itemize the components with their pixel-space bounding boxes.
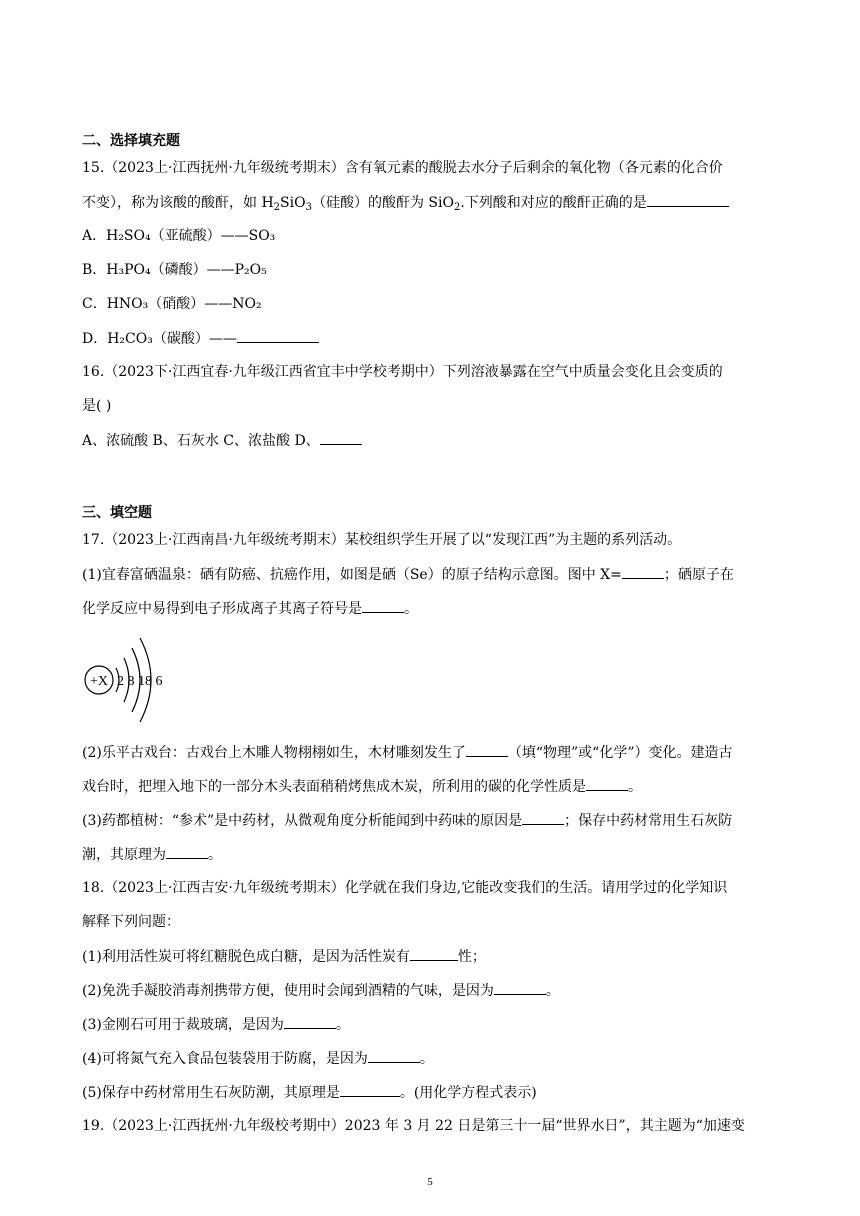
q18-part4: (4)可将氮气充入食品包装袋用于防腐，是因为 。	[82, 1048, 434, 1069]
q17-carbon-property-blank[interactable]	[586, 776, 628, 791]
q17-part2-line2: 戏台时，把埋入地下的一部分木头表面稍稍烤焦成木炭，所利用的碳的化学性质是 。	[82, 776, 642, 797]
q15-option-d: D．H₂CO₃（碳酸）——	[82, 328, 319, 349]
q18-part5-blank[interactable]	[340, 1082, 400, 1097]
q17-stem: 17.（2023上·江西南昌·九年级统考期末）某校组织学生开展了以“发现江西”为主题的系列活动。	[82, 532, 682, 548]
page-number: 5	[427, 1176, 433, 1188]
q17-part3-line1: (3)药都植树：“参术”是中药材，从微观角度分析能闻到中药味的原因是 ；保存中药材常用生石灰防	[82, 810, 732, 831]
q17-part1-line1: (1)宜春富硒温泉：硒有防癌、抗癌作用，如图是硒（Se）的原子结构示意图。图中 X= ；硒原子在	[82, 564, 734, 585]
q18-part2: (2)免洗手凝胶消毒剂携带方便，使用时会闻到酒精的气味，是因为 。	[82, 980, 560, 1001]
q17-part1-line2: 化学反应中易得到电子形成离子其离子符号是 。	[82, 598, 418, 619]
section-heading-choice-fill: 二、选择填充题	[82, 133, 180, 149]
shell-electron-counts: 2 8 18 6	[117, 674, 163, 689]
q15-stem-line2: 不变），称为该酸的酸酐，如 $H_2SiO_3$（硅酸）的酸酐为 SiO$_2$.下列酸和对应的酸酐正确的是	[82, 192, 729, 213]
q18-part2-blank[interactable]	[494, 980, 546, 995]
q16-stem-line1: 16.（2023下·江西宜春·九年级江西省宜丰中学校考期中）下列溶液暴露在空气中质量会变化且会变质的	[82, 364, 723, 380]
q17-part2-line1: (2)乐平古戏台：古戏台上木雕人物栩栩如生，木材雕刻发生了 （填“物理”或“化学”）变化。建造古	[82, 742, 732, 763]
nucleus-label: +X	[89, 674, 109, 689]
q17-x-blank[interactable]	[622, 564, 664, 579]
q16-option-d-blank[interactable]	[320, 430, 362, 445]
q18-part5: (5)保存中药材常用生石灰防潮，其原理是 。(用化学方程式表示)	[82, 1082, 537, 1103]
q15-option-b: B．H₃PO₄（磷酸）——P₂O₅	[82, 262, 267, 278]
q16-options: A、浓硫酸 B、石灰水 C、浓盐酸 D、	[82, 430, 362, 451]
q17-change-type-blank[interactable]	[466, 742, 508, 757]
q16-stem-line2: 是( )	[82, 398, 112, 414]
q15-option-d-blank[interactable]	[237, 328, 319, 343]
q17-smell-reason-blank[interactable]	[522, 810, 564, 825]
q18-stem-line2: 解释下列问题：	[82, 914, 180, 930]
q15-answer-blank[interactable]	[647, 192, 729, 207]
section-heading-fill-in: 三、填空题	[82, 505, 152, 521]
q18-part3-blank[interactable]	[284, 1014, 336, 1029]
q17-part3-line2: 潮，其原理为 。	[82, 844, 222, 865]
q15-stem-line1: 15.（2023上·江西抚州·九年级统考期末）含有氧元素的酸脱去水分子后剩余的氧化物（各元素的化合价	[82, 160, 723, 176]
q19-stem-line1: 19.（2023上·江西抚州·九年级校考期中）2023 年 3 月 22 日是第三十一届“世界水日”，其主题为“加速变	[82, 1118, 745, 1134]
q15-option-a: A．H₂SO₄（亚硫酸）——SO₃	[82, 228, 276, 244]
q18-part1-blank[interactable]	[410, 946, 458, 961]
selenium-atom-structure-diagram	[82, 632, 182, 728]
q18-stem-line1: 18.（2023上·江西吉安·九年级统考期末）化学就在我们身边,它能改变我们的生活。请用学过的化学知识	[82, 880, 728, 896]
q17-ion-symbol-blank[interactable]	[362, 598, 404, 613]
q15-option-c: C．HNO₃（硝酸）——NO₂	[82, 296, 262, 312]
q18-part3: (3)金刚石可用于裁玻璃，是因为 。	[82, 1014, 350, 1035]
q18-part4-blank[interactable]	[368, 1048, 420, 1063]
q17-principle-blank[interactable]	[166, 844, 208, 859]
q18-part1: (1)利用活性炭可将红糖脱色成白糖，是因为活性炭有 性；	[82, 946, 486, 967]
